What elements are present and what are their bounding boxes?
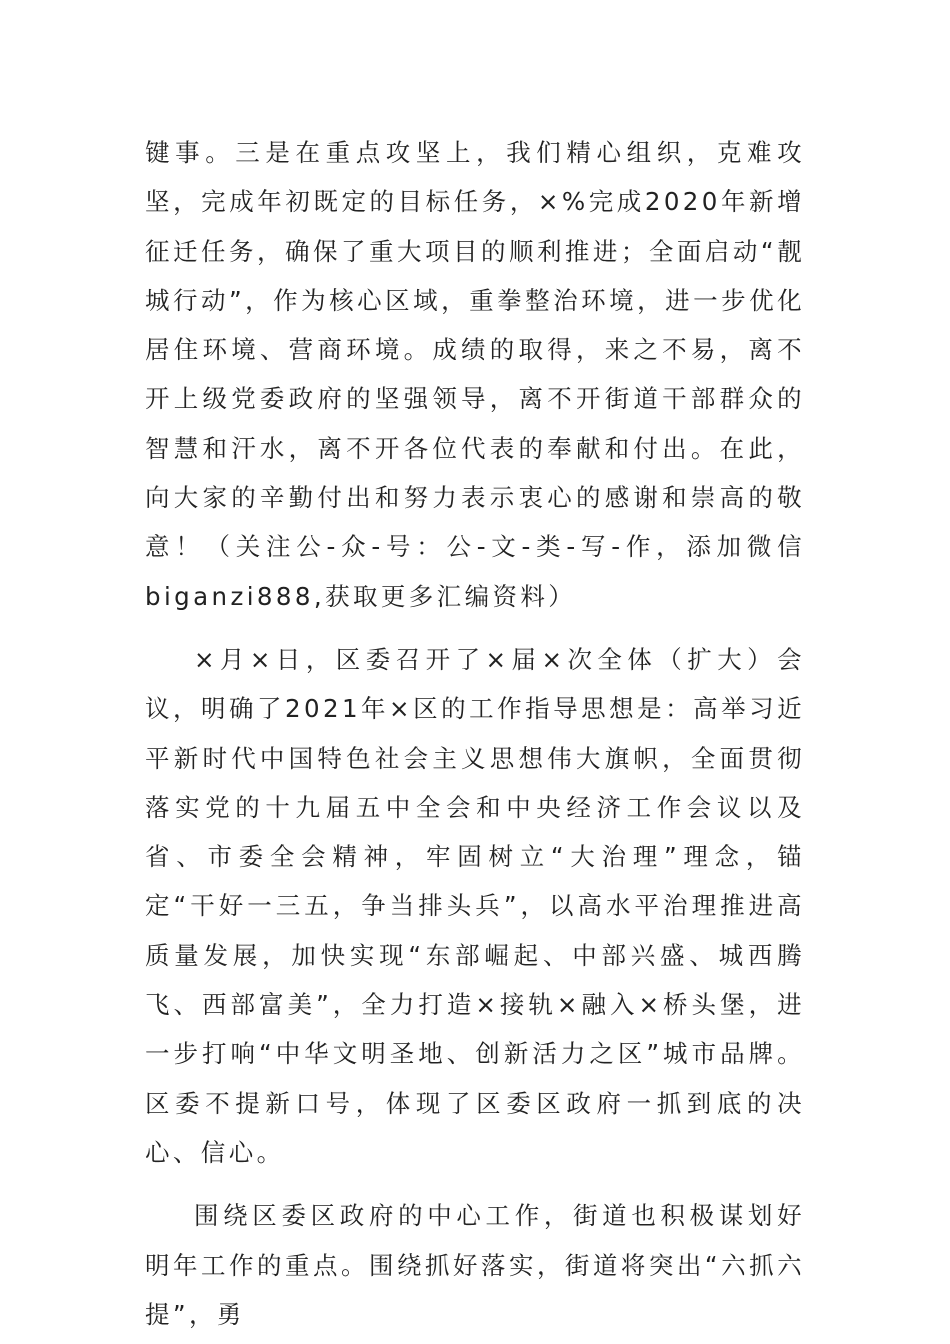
paragraph-guiding-thought: ×月×日，区委召开了×届×次全体（扩大）会议，明确了2021年×区的工作指导思想是：高举习近平新时代中国特色社会主义思想伟大旗帜，全面贯彻落实党的十九届五中全会和中央经济工作会议以及省、市委全会精神，牢固树立“大治理”理念，锚定“干好一三五，争当排头兵”，以高水平治理推进高质量发展，加快实现“东部崛起、中部兴盛、城西腾飞、西部富美”，全力打造×接轨×融入×桥头堡，进一步打响“中华文明圣地、创新活力之区”城市品牌。区委不提新口号，体现了区委区政府一抓到底的决心、信心。 xyxy=(145,644,805,1167)
paragraph-continued: 键事。三是在重点攻坚上，我们精心组织，克难攻坚，完成年初既定的目标任务，×%完成2020年新增征迁任务，确保了重大项目的顺利推进；全面启动“靓城行动”，作为核心区域，重拳整治环境，进一步优化居住环境、营商环境。成绩的取得，来之不易，离不开上级党委政府的坚强领导，离不开街道干部群众的智慧和汗水，离不开各位代表的奉献和付出。在此，向大家的辛勤付出和努力表示衷心的感谢和崇高的敬意！（关注公-众-号：公-文-类-写-作，添加微信biganzi888,获取更多汇编资料） xyxy=(145,138,805,611)
paragraph-work-focus: 围绕区委区政府的中心工作，街道也积极谋划好明年工作的重点。围绕抓好落实，街道将突出“六抓六提”，勇 xyxy=(145,1201,805,1329)
document-body xyxy=(145,128,805,1339)
